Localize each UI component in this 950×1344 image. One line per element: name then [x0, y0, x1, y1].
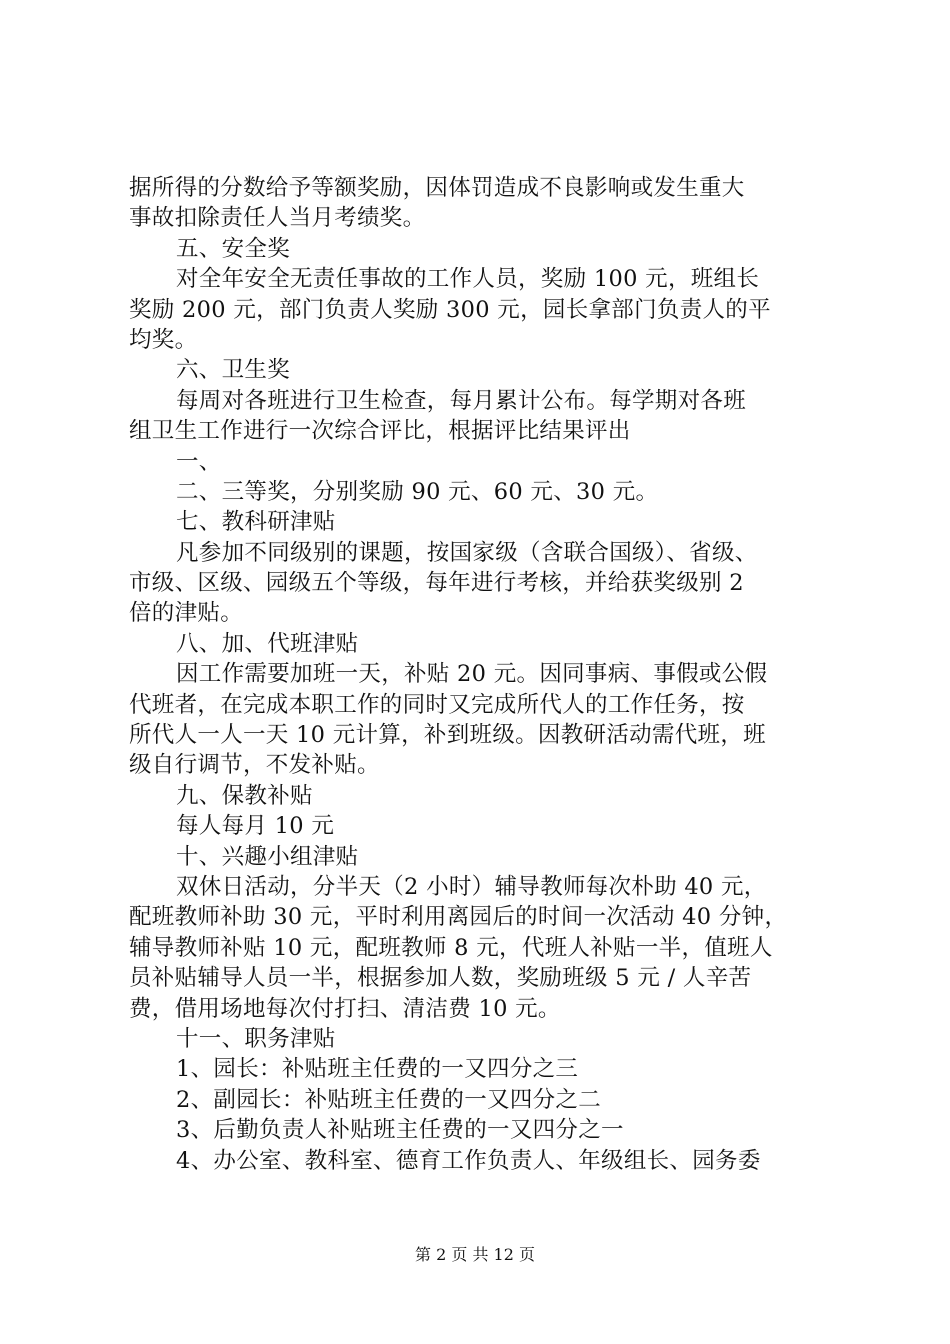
text-line: 双休日活动，分半天（2 小时）辅导教师每次朴助 40 元，: [176, 873, 767, 900]
text-line: 据所得的分数给予等额奖励，因体罚造成不良影响或发生重大: [129, 175, 745, 201]
text-line: 市级、区级、园级五个等级，每年进行考核，并给获奖级别 2: [129, 570, 744, 597]
text-line: 凡参加不同级别的课题，按国家级（含联合国级）、省级、: [176, 539, 758, 566]
text-line: 倍的津贴。: [129, 600, 244, 627]
text-line: 因工作需要加班一天，补贴 20 元。因同事病、事假或公假: [176, 661, 768, 688]
text-line: 级自行调节，不发补贴。: [129, 752, 380, 779]
text-line: 每人每月 10 元: [176, 813, 335, 840]
document-body: [129, 173, 834, 1176]
text-line: 八、加、代班津贴: [176, 630, 359, 657]
text-line: 六、卫生奖: [176, 357, 291, 384]
text-line: 十一、职务津贴: [176, 1025, 336, 1052]
text-line: 五、安全奖: [176, 235, 291, 262]
text-line: 一、: [176, 448, 222, 475]
text-line: 4、办公室、教科室、德育工作负责人、年级组长、园务委: [176, 1147, 761, 1174]
text-line: 2、副园长：补贴班主任费的一又四分之二: [176, 1086, 602, 1113]
text-line: 所代人一人一天 10 元计算，补到班级。因教研活动需代班，班: [129, 722, 766, 749]
text-line: 组卫生工作进行一次综合评比，根据评比结果评出: [129, 418, 631, 445]
text-line: 均奖。: [129, 326, 198, 353]
text-line: 事故扣除责任人当月考绩奖。: [129, 205, 426, 232]
text-line: 代班者，在完成本职工作的同时又完成所代人的工作任务，按: [129, 691, 745, 718]
text-line: 1、园长：补贴班主任费的一又四分之三: [176, 1056, 579, 1083]
text-line: 十、兴趣小组津贴: [176, 843, 359, 870]
text-line: 3、后勤负责人补贴班主任费的一又四分之一: [176, 1117, 624, 1144]
text-line: 每周对各班进行卫生检查，每月累计公布。每学期对各班: [176, 387, 747, 414]
text-line: 费，借用场地每次付打扫、清洁费 10 元。: [129, 995, 561, 1022]
text-line: 七、教科研津贴: [176, 509, 336, 536]
text-line: 配班教师补助 30 元，平时利用离园后的时间一次活动 40 分钟，: [129, 904, 788, 931]
text-line: 对全年安全无责任事故的工作人员，奖励 100 元，班组长: [176, 266, 760, 293]
text-line: 辅导教师补贴 10 元，配班教师 8 元，代班人补贴一半，值班人: [129, 934, 773, 961]
text-line: 奖励 200 元，部门负责人奖励 300 元，园长拿部门负责人的平: [129, 296, 771, 323]
text-line: 二、三等奖，分别奖励 90 元、60 元、30 元。: [176, 478, 659, 505]
text-line: 九、保教补贴: [176, 782, 313, 809]
text-line: 员补贴辅导人员一半，根据参加人数，奖励班级 5 元 / 人辛苦: [129, 965, 752, 992]
page-footer: 第 2 页 共 12 页: [415, 1245, 535, 1264]
